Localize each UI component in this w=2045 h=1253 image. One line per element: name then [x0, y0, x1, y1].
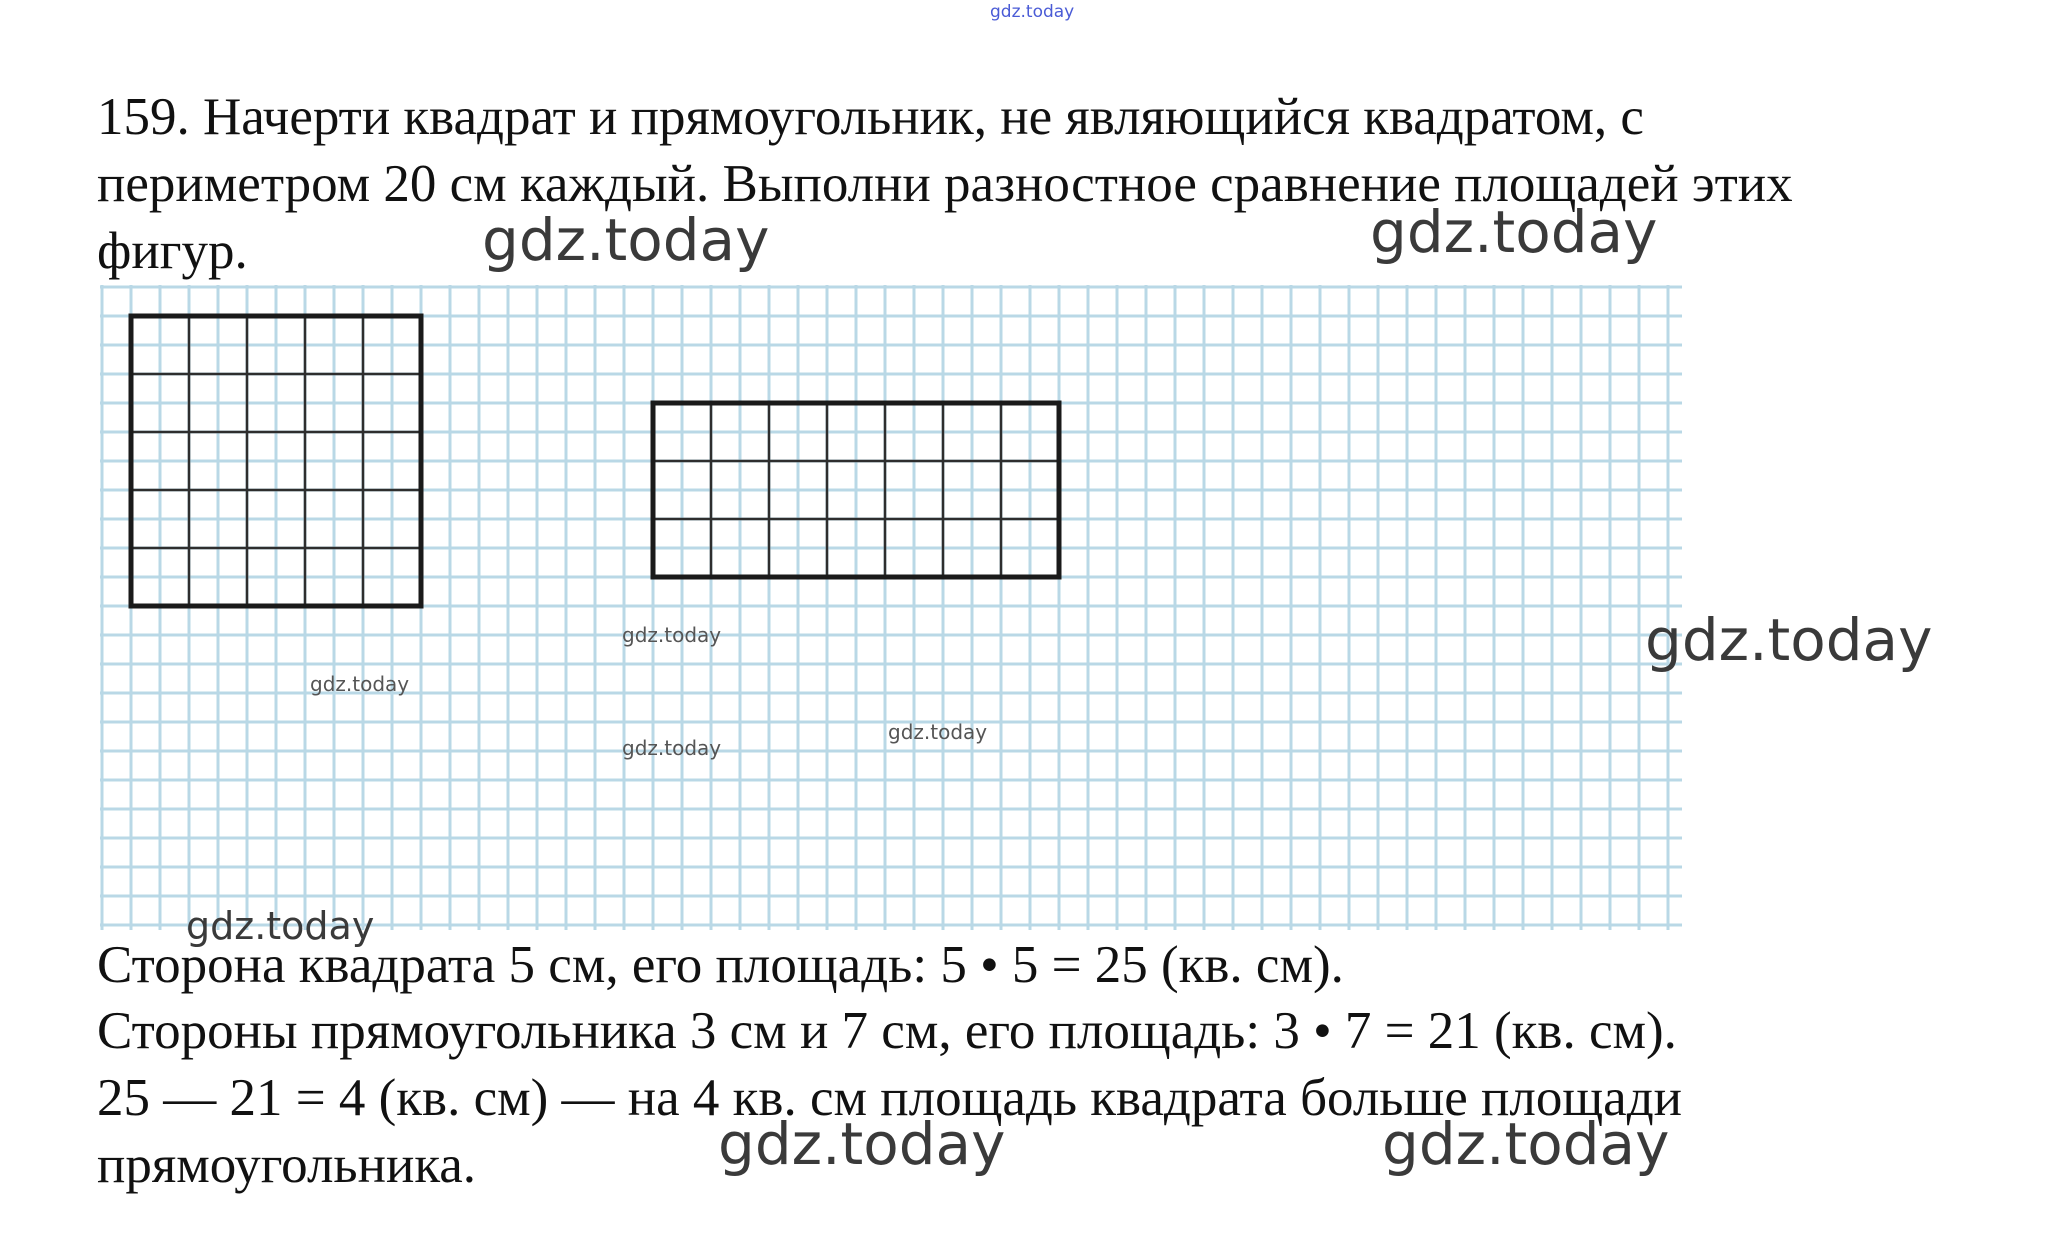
- solution-line-1: Сторона квадрата 5 см, его площадь: 5 • 5 = 25 (кв. см).: [97, 936, 1344, 994]
- watermark-header-left: gdz.today: [482, 206, 770, 274]
- problem-line-2: периметром 20 см каждый. Выполни разностное сравнение площадей этих: [97, 155, 1793, 213]
- watermark-rect-inner: gdz.today: [888, 720, 988, 744]
- watermark-footer-left: gdz.today: [718, 1110, 1006, 1178]
- solution-line-4: прямоугольника.: [97, 1136, 477, 1194]
- watermark-top: gdz.today: [990, 2, 1075, 22]
- watermark-square-inner-2: gdz.today: [310, 672, 410, 696]
- watermark-square-inner-1: gdz.today: [622, 623, 722, 647]
- graph-paper-figure: [100, 285, 1682, 930]
- solution-line-3: 25 — 21 = 4 (кв. см) — на 4 кв. см площадь квадрата больше площади: [97, 1069, 1683, 1127]
- watermark-square-inner-3: gdz.today: [622, 736, 722, 760]
- watermark-footer-right: gdz.today: [1382, 1110, 1670, 1178]
- watermark-below-grid: gdz.today: [186, 904, 375, 948]
- problem-line-1: 159. Начерти квадрат и прямоугольник, не являющийся квадратом, с: [97, 88, 1644, 146]
- solution-line-2: Стороны прямоугольника 3 см и 7 см, его площадь: 3 • 7 = 21 (кв. см).: [97, 1002, 1677, 1060]
- watermark-right-side: gdz.today: [1645, 606, 1933, 674]
- watermark-header-right: gdz.today: [1370, 198, 1658, 266]
- problem-line-3: фигур.: [97, 222, 248, 280]
